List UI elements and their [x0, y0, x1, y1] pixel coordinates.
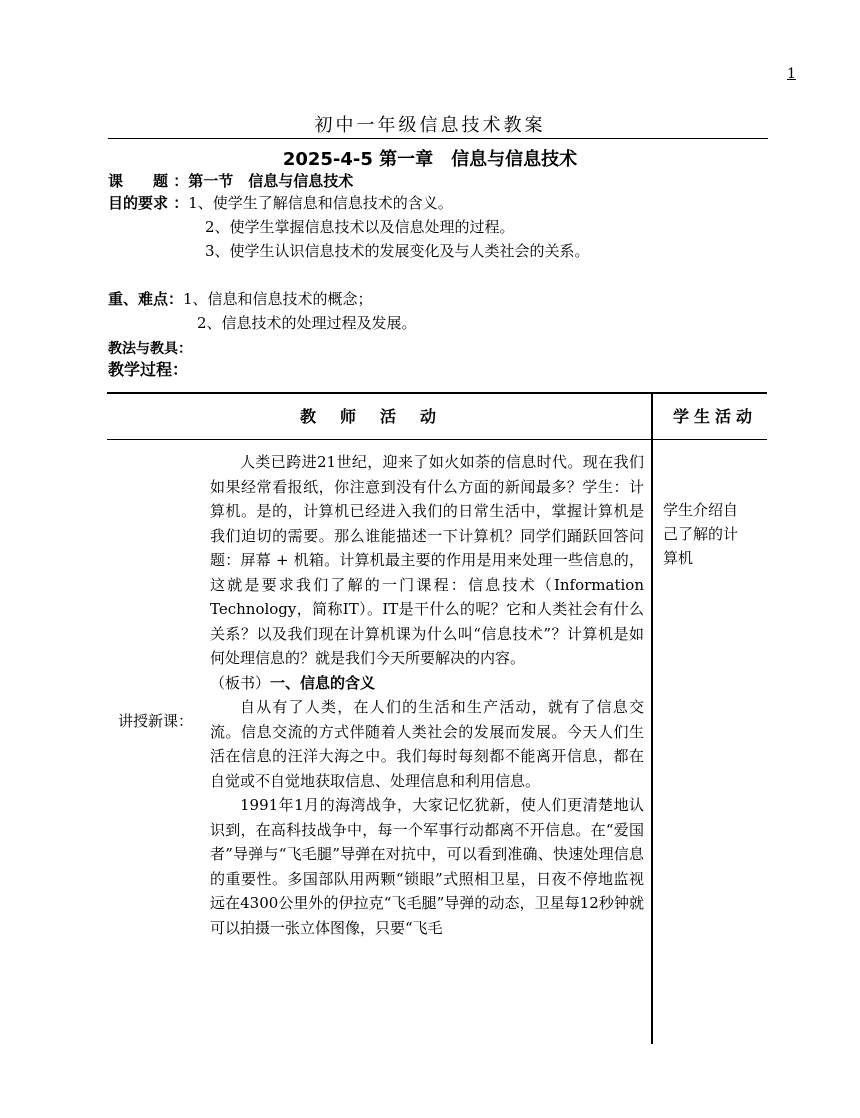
column-divider [651, 392, 653, 1044]
new-lesson-label: 讲授新课： [118, 712, 194, 730]
objective-item: 1、使学生了解信息和信息技术的含义。 [188, 194, 453, 212]
key-point-item: 1、信息和信息技术的概念； [183, 290, 373, 308]
body-paragraph: 自从有了人类，在人们的生活和生产活动，就有了信息交流。信息交流的方式伴随着人类社会的发展而发展。今天人们生活在信息的汪洋大海之中。我们每时每刻都不能离开信息，都在自觉或不自觉地获取信息、处理信息和利用信息。 [210, 698, 644, 790]
lesson-label: 课 题 ： [108, 172, 189, 190]
intro-paragraph: 人类已跨进21世纪，迎来了如火如荼的信息时代。现在我们如果经常看报纸，你注意到没有什么方面的新闻最多？学生：计算机。是的，计算机已经进入我们的日常生活中，掌握计算机是我们迫切的需要。那么谁能描述一下计算机？同学们踊跃回答问题：屏幕 + 机箱。计算机最主要的作用是用来处理一些信息的，这就是要求我们了解的一门课程：信息技术（Information Technology，简称IT）。IT是干什么的呢？它和人类社会有什么关系？以及我们现在计算机课为什么叫“信息技术”？计算机是如何处理信息的？就是我们今天所要解决的内容。 [210, 453, 644, 667]
document-title: 初中一年级信息技术教案 [314, 115, 546, 136]
lesson-value: 第一节 信息与信息技术 [188, 172, 354, 190]
table-header-border [107, 439, 767, 440]
objectives-label: 目的要求 ： [108, 194, 189, 212]
title-divider [108, 138, 768, 139]
chapter-heading: 2025-4-5 第一章 信息与信息技术 [282, 149, 578, 170]
section-title: 一、信息的含义 [270, 673, 376, 692]
objective-item: 3、使学生认识信息技术的发展变化及与人类社会的关系。 [205, 242, 590, 260]
objective-item: 2、使学生掌握信息技术以及信息处理的过程。 [205, 218, 515, 236]
board-note: （板书） [210, 673, 271, 692]
methods-label: 教法与教具： [108, 341, 192, 357]
section-heading [210, 671, 644, 696]
teacher-activity-header: 教师活动 [299, 407, 460, 426]
key-point-item: 2、信息技术的处理过程及发展。 [197, 314, 417, 332]
student-activity-header: 学生活动 [672, 407, 757, 426]
process-label: 教学过程： [108, 360, 189, 379]
key-points-label: 重、难点： [108, 290, 184, 308]
student-activity-content: 学生介绍自己了解的计算机 [663, 501, 739, 567]
objectives-row [108, 192, 453, 214]
teacher-activity-content [210, 450, 644, 940]
table-top-border [107, 392, 767, 394]
key-points-row [108, 288, 373, 310]
body-paragraph: 1991年1月的海湾战争，大家记忆犹新，使人们更清楚地认识到，在高科技战争中，每一个军事行动都离不开信息。在“爱国者”导弹与“飞毛腿”导弹在对抗中，可以看到准确、快速处理信息的重要性。多国部队用两颗“锁眼”式照相卫星，日夜不停地监视远在4300公里外的伊拉克“飞毛腿”导弹的动态，卫星每12秒钟就可以拍摄一张立体图像，只要“飞毛 [210, 796, 644, 937]
lesson-row [108, 170, 353, 192]
page-number: 1 [787, 66, 796, 82]
